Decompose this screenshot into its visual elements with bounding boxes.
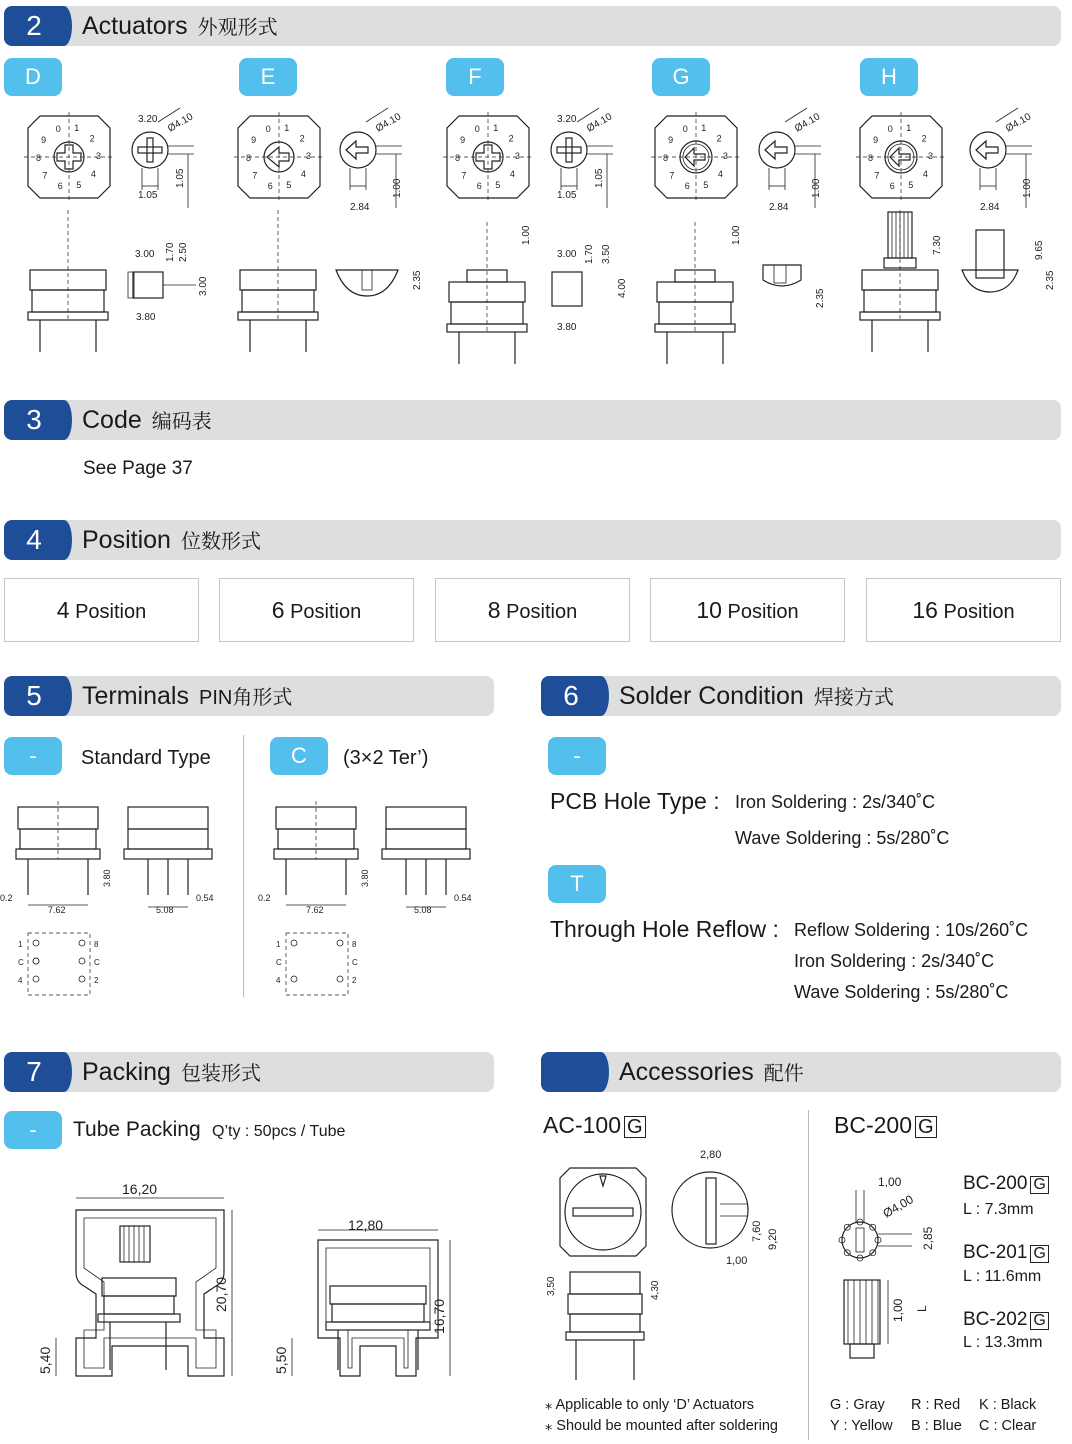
bc-variant-name: BC-201 G [963,1242,1049,1264]
color-code: C : Clear [979,1418,1037,1434]
dimension-label: 8 [94,940,99,949]
dimension-label: 1.00 [811,178,822,198]
slot-section [774,265,786,283]
bc-variant-length: L : 11.6mm [963,1268,1042,1285]
solder-tag-pcb: - [548,737,606,775]
section-number: 2 [4,6,64,46]
dimension-label: 2.35 [412,270,423,290]
dimension-label: 1.05 [138,190,158,201]
dimension-label: 7,60 [751,1220,763,1242]
dimension-label: 3.00 [198,276,209,296]
actuator-side-section [552,272,582,306]
color-code: R : Red [911,1397,961,1413]
dimension-label: 2 [352,976,357,985]
terminal-label-standard: Standard Type [81,747,211,769]
bc200-tip [850,1344,874,1358]
solder-reflow-line: Reflow Soldering : 10s/260˚C [794,920,1029,940]
dimension-label: 3.20 [557,114,577,125]
section-header-accessories [541,1052,1061,1092]
section-number: 7 [4,1052,64,1092]
switch-top-body [102,1278,176,1296]
dial-digit: 2 [921,133,927,144]
ac100-side-knob [672,1172,748,1248]
dimension-label: 2.84 [350,202,370,213]
section-number: 5 [4,676,64,716]
dimension-label: 8 [352,940,357,949]
dial-digit: 2 [299,133,305,144]
section-title: Position 位数形式 [82,526,261,554]
dimension-label: 2 [94,976,99,985]
dial-digit: 0 [887,123,893,134]
dimension-label: 3.80 [102,869,112,887]
switch-lower-body [570,1314,640,1332]
solder-tag-reflow: T [548,865,606,903]
cross-slot [557,147,581,153]
dial-digit: 6 [57,180,63,191]
dimension-label: 2.50 [178,242,189,262]
dimension-label: 0.2 [258,893,271,903]
switch-base [382,849,470,859]
dial-digit: 6 [889,180,895,191]
dial-digit: 2 [89,133,95,144]
terminal-drawings [0,795,500,1005]
dimension-label: L [915,1305,929,1312]
packing-qty: Q’ty : 50pcs / Tube [212,1123,346,1140]
dimension-label: 2,85 [921,1226,935,1250]
dimension-label: 5,40 [37,1346,53,1374]
dimension-label: 1 [18,940,23,949]
accessory-drawings [540,1140,960,1400]
dial-digit: 0 [265,123,271,134]
dimension-label: 3.80 [360,869,370,887]
dial-digit: 1 [701,123,707,134]
dimension-label: 1.00 [392,178,403,198]
tube-inner-small [326,1248,430,1368]
ac100-cap [570,1272,640,1294]
dimension-label: C [94,958,100,967]
dimension-label: 16,70 [431,1298,447,1334]
dial-digit: 8 [868,153,874,164]
dial-digit: 2 [716,133,722,144]
dial-digit: 9 [251,135,257,146]
dial-digit: 8 [246,153,252,164]
dial-digit: 3 [95,150,101,161]
pin-hole [33,940,39,946]
color-code: K : Black [979,1397,1037,1413]
dial-digit: 8 [36,153,42,164]
dimension-label: 7.62 [48,905,66,915]
dimension-label: 9.65 [1034,240,1045,260]
dimension-label: C [276,958,282,967]
section-title: Accessories 配件 [619,1058,804,1086]
dial-digit: 7 [252,170,258,181]
position-option: 6 Position [219,578,414,642]
dial-digit: 5 [908,180,914,191]
switch-base [566,1332,644,1340]
dimension-label: 3,50 [546,1276,557,1296]
section-header-solder [541,676,1061,716]
bc-variant-length: L : 13.3mm [963,1334,1043,1351]
pin-hole [291,976,297,982]
section-header-packing [4,1052,494,1092]
packing-label: Tube Packing [73,1118,201,1141]
dimension-label: 1 [276,940,281,949]
dimension-label: 12,80 [348,1217,384,1233]
shaft-section [976,230,1004,278]
dial-digit: 6 [267,180,273,191]
dial-digit: 4 [509,168,515,179]
dimension-label: 2.35 [815,288,826,308]
dial-digit: 6 [476,180,482,191]
code-note: See Page 37 [83,458,193,479]
dial-digit: 8 [663,153,669,164]
pin-hole [337,976,343,982]
solder-pcb-line: Wave Soldering : 5s/280˚C [735,828,950,848]
dial-digit: 9 [460,135,466,146]
switch-base [124,849,212,859]
section-number: 4 [4,520,64,560]
dial-digit: 2 [508,133,514,144]
actuator-tag-d: D [4,58,62,96]
switch-lower-body [332,1304,424,1322]
actuator-shaft [120,1226,150,1262]
actuator-tag-e: E [239,58,297,96]
cross-slot [138,147,162,153]
bc200-slot [856,1228,864,1252]
section-title: Actuators 外观形式 [82,12,278,40]
dimension-label: C [352,958,358,967]
dimension-label: 16,20 [122,1181,158,1197]
actuator-tag-f: F [446,58,504,96]
dial-digit: 1 [284,123,290,134]
dial-digit: 4 [922,168,928,179]
dimension-label: 3.20 [138,114,158,125]
solder-reflow-line: Wave Soldering : 5s/280˚C [794,982,1009,1002]
dimension-label: 2.35 [1045,270,1056,290]
dial-digit: 1 [906,123,912,134]
section-title: Code 编码表 [82,406,212,434]
bc-variant-length: L : 7.3mm [963,1201,1034,1218]
section-header-terminals [4,676,494,716]
tube-outline-small [318,1240,438,1376]
actuator-side-section [133,272,163,298]
switch-top-body [386,807,466,829]
dimension-label: 5.08 [156,905,174,915]
terminal-tag-c: C [270,737,328,775]
switch-lower-body [386,829,466,849]
dial-digit: 9 [41,135,47,146]
bc200-knob [842,1222,878,1258]
dimension-label: 1.70 [165,242,176,262]
ac100-note: ⁎ Applicable to only ‘D’ Actuators [545,1397,755,1413]
dimension-label: 1.00 [731,225,742,245]
ac100-note: ⁎ Should be mounted after soldering [545,1418,778,1434]
dimension-label: 1.70 [584,244,595,264]
dial-digit: 7 [669,170,675,181]
dimension-label: 1.00 [1022,178,1033,198]
cross-slot [147,138,153,162]
dial-digit: 0 [474,123,480,134]
dimension-label: Ø4,00 [880,1192,916,1221]
dimension-label: 1.05 [594,168,605,188]
dimension-label: 4 [276,976,281,985]
dimension-label: 1.05 [175,168,186,188]
pin-hole [337,940,343,946]
dial-digit: 0 [682,123,688,134]
dial-digit: 1 [74,123,80,134]
solder-pcb-line: Iron Soldering : 2s/340˚C [735,792,936,812]
dial-digit: 6 [684,180,690,191]
position-option: 16 Position [866,578,1061,642]
dial-digit: 5 [286,180,292,191]
dimension-label: 0.54 [196,893,214,903]
dimension-label: 3.80 [136,312,156,323]
bc200-title: BC-200 G [834,1112,937,1139]
dimension-label: 3.50 [601,244,612,264]
dimension-label: 1,00 [878,1175,902,1189]
arrow-slot [346,141,368,159]
dimension-label: 1,00 [891,1298,905,1322]
solder-reflow-line: Iron Soldering : 2s/340˚C [794,951,995,971]
dial-digit: 5 [76,180,82,191]
switch-top-body [330,1286,426,1304]
ac100-pointer [600,1176,606,1186]
dial-digit: 0 [55,123,61,134]
color-code: G : Gray [830,1397,885,1413]
switch-base [98,1314,180,1322]
dimension-label: 3.80 [557,322,577,333]
dimension-label: Ø4.10 [374,111,404,135]
dimension-label: 1,00 [726,1255,748,1267]
position-option: 4 Position [4,578,199,642]
dimension-label: 5.08 [414,905,432,915]
solder-reflow-label: Through Hole Reflow : [550,916,779,942]
dial-digit: 1 [493,123,499,134]
dial-digit: 9 [668,135,674,146]
solder-pcb-label: PCB Hole Type : [550,788,720,814]
dimension-label: 5,50 [273,1346,289,1374]
section-title: Terminals PIN角形式 [82,682,293,710]
position-option: 8 Position [435,578,630,642]
switch-base [326,1322,430,1330]
dimension-label: 3.00 [557,249,577,260]
pin-layout-outline [286,933,348,995]
ac100-slot [573,1208,633,1216]
dial-digit: 7 [461,170,467,181]
ac100-side-slot [706,1178,716,1244]
dial-digit: 9 [873,135,879,146]
dimension-label: Ø4.10 [793,111,823,135]
pin-hole [33,958,39,964]
dimension-label: 2.84 [980,202,1000,213]
bc-variant-name: BC-200 G [963,1173,1049,1195]
section-header-actuators [4,6,1061,46]
knob-cross-section [962,270,1018,292]
arrow-slot [976,141,998,159]
dimension-label: C [18,958,24,967]
section-header-position [4,520,1061,560]
packing-tag: - [4,1111,62,1149]
switch-lower-body [128,829,208,849]
dimension-label: 0.2 [0,893,13,903]
dial-digit: 4 [90,168,96,179]
pin-hole [79,976,85,982]
dimension-label: Ø4.10 [1004,111,1034,135]
terminal-label-c: (3×2 Ter’) [343,747,429,769]
section-title: Solder Condition 焊接方式 [619,682,894,710]
dial-digit: 5 [495,180,501,191]
color-code: B : Blue [911,1418,962,1434]
switch-lower-body [104,1296,174,1314]
dimension-label: 4 [18,976,23,985]
dimension-label: 0.54 [454,893,472,903]
actuator-tag-g: G [652,58,710,96]
dimension-label: 4.00 [617,278,628,298]
dial-digit: 3 [514,150,520,161]
dimension-label: 9,20 [767,1228,779,1250]
dimension-label: 1.05 [557,190,577,201]
knob-side-view [132,132,168,168]
dial-digit: 3 [722,150,728,161]
dimension-label: 1.00 [521,225,532,245]
cross-slot [566,138,572,162]
pin-hole [33,976,39,982]
dimension-label: 20,70 [213,1276,229,1312]
knob-cross-section [336,270,398,296]
dimension-label: 7.62 [306,905,324,915]
dial-digit: 7 [874,170,880,181]
bc200-body [844,1280,880,1344]
color-code: Y : Yellow [830,1418,893,1434]
dimension-label: Ø4.10 [585,111,615,135]
switch-top-body [128,807,208,829]
section-number: 6 [541,676,601,716]
bc-variant-name: BC-202 G [963,1309,1049,1331]
ac100-title: AC-100 G [543,1112,646,1139]
dial-digit: 3 [927,150,933,161]
pin-hole [79,958,85,964]
section-title: Packing 包装形式 [82,1058,261,1086]
section-number [541,1052,601,1092]
dimension-label: Ø4.10 [166,111,196,135]
actuator-drawings [0,100,1072,370]
dimension-label: 7.30 [932,235,943,255]
position-option: 10 Position [650,578,845,642]
dial-digit: 5 [703,180,709,191]
dimension-label: 2,80 [700,1149,722,1161]
section-number: 3 [4,400,64,440]
dial-digit: 4 [717,168,723,179]
packing-drawings [0,1170,500,1440]
slot-section [362,270,372,290]
dimension-label: 4,30 [650,1280,661,1300]
arrow-slot [765,141,787,159]
pin-hole [79,940,85,946]
dial-digit: 8 [455,153,461,164]
dial-digit: 4 [300,168,306,179]
dial-digit: 3 [305,150,311,161]
dial-digit: 7 [42,170,48,181]
dimension-label: 2.84 [769,202,789,213]
switch-top-body [568,1294,642,1314]
pin-hole [291,940,297,946]
terminal-tag-standard: - [4,737,62,775]
actuator-tag-h: H [860,58,918,96]
section-header-code [4,400,1061,440]
dimension-label: 3.00 [135,249,155,260]
